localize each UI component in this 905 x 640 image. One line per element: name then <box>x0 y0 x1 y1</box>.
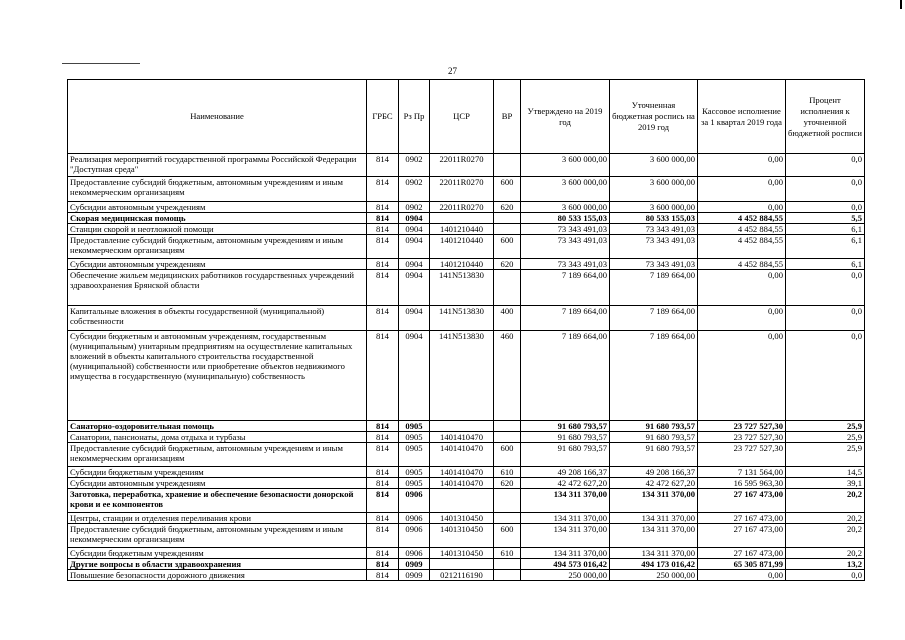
row-cash: 7 131 564,00 <box>698 467 786 478</box>
row-csr <box>430 559 494 570</box>
row-grbs: 814 <box>367 432 399 443</box>
row-approved: 91 680 793,57 <box>521 421 610 432</box>
row-grbs: 814 <box>367 467 399 478</box>
table-row <box>68 202 865 213</box>
row-grbs: 814 <box>367 224 399 235</box>
row-approved: 134 311 370,00 <box>521 524 610 548</box>
row-cash: 27 167 473,00 <box>698 513 786 524</box>
row-grbs: 814 <box>367 443 399 467</box>
row-grbs: 814 <box>367 177 399 202</box>
row-cash: 23 727 527,30 <box>698 421 786 432</box>
row-vr <box>494 432 521 443</box>
row-percent: 39,1 <box>786 478 865 489</box>
col-header-rzpr: Рз Пр <box>399 80 430 154</box>
row-csr: 0212116190 <box>430 570 494 581</box>
row-approved: 80 533 155,03 <box>521 213 610 224</box>
row-vr: 400 <box>494 306 521 331</box>
row-approved: 7 189 664,00 <box>521 270 610 306</box>
row-refined: 7 189 664,00 <box>610 331 698 421</box>
row-name: Субсидии бюджетным и автономным учреждениям, государственным (муниципальным) унитарным предприятиям на осуществление капитальных вложений в объекты капитального строительства государственной (муниципальной) собственности или приобретение объектов недвижимого имущества в государственную (муниципальную) собственность <box>68 331 367 421</box>
budget-table <box>67 79 865 581</box>
row-percent: 0,0 <box>786 570 865 581</box>
col-header-approved: Утверждено на 2019 год <box>521 80 610 154</box>
row-approved: 91 680 793,57 <box>521 432 610 443</box>
row-vr <box>494 570 521 581</box>
row-refined: 134 311 370,00 <box>610 489 698 513</box>
row-cash: 23 727 527,30 <box>698 443 786 467</box>
row-vr <box>494 489 521 513</box>
row-approved: 134 311 370,00 <box>521 513 610 524</box>
row-approved: 3 600 000,00 <box>521 154 610 177</box>
row-cash: 0,00 <box>698 570 786 581</box>
row-refined: 42 472 627,20 <box>610 478 698 489</box>
row-cash: 4 452 884,55 <box>698 213 786 224</box>
row-grbs: 814 <box>367 235 399 259</box>
col-header-percent: Процент исполнения к уточненной бюджетной росписи <box>786 80 865 154</box>
row-approved: 73 343 491,03 <box>521 259 610 270</box>
row-refined: 3 600 000,00 <box>610 202 698 213</box>
row-refined: 134 311 370,00 <box>610 513 698 524</box>
row-refined: 91 680 793,57 <box>610 432 698 443</box>
row-percent: 0,0 <box>786 202 865 213</box>
row-rzpr: 0904 <box>399 259 430 270</box>
row-vr <box>494 154 521 177</box>
table-row <box>68 177 865 202</box>
row-cash: 0,00 <box>698 177 786 202</box>
row-percent: 14,5 <box>786 467 865 478</box>
row-rzpr: 0906 <box>399 513 430 524</box>
row-rzpr: 0906 <box>399 548 430 559</box>
row-approved: 91 680 793,57 <box>521 443 610 467</box>
row-cash: 0,00 <box>698 331 786 421</box>
table-row <box>68 259 865 270</box>
row-cash: 0,00 <box>698 306 786 331</box>
row-grbs: 814 <box>367 259 399 270</box>
row-grbs: 814 <box>367 548 399 559</box>
row-name: Заготовка, переработка, хранение и обеспечение безопасности донорской крови и ее компонентов <box>68 489 367 513</box>
row-approved: 250 000,00 <box>521 570 610 581</box>
row-percent: 0,0 <box>786 177 865 202</box>
row-grbs: 814 <box>367 489 399 513</box>
row-refined: 49 208 166,37 <box>610 467 698 478</box>
table-row <box>68 213 865 224</box>
row-rzpr: 0904 <box>399 270 430 306</box>
row-percent: 6,1 <box>786 235 865 259</box>
row-refined: 91 680 793,57 <box>610 421 698 432</box>
page-number: 27 <box>448 66 457 76</box>
row-name: Скорая медицинская помощь <box>68 213 367 224</box>
row-rzpr: 0902 <box>399 177 430 202</box>
row-csr: 1401210440 <box>430 224 494 235</box>
row-rzpr: 0906 <box>399 489 430 513</box>
row-refined: 3 600 000,00 <box>610 177 698 202</box>
row-grbs: 814 <box>367 202 399 213</box>
row-percent: 6,1 <box>786 259 865 270</box>
row-name: Предоставление субсидий бюджетным, автономным учреждениям и иным некоммерческим организациям <box>68 443 367 467</box>
row-csr: 22011R0270 <box>430 177 494 202</box>
row-cash: 4 452 884,55 <box>698 259 786 270</box>
row-grbs: 814 <box>367 331 399 421</box>
row-vr: 600 <box>494 443 521 467</box>
row-grbs: 814 <box>367 524 399 548</box>
row-vr <box>494 224 521 235</box>
table-row <box>68 421 865 432</box>
row-cash: 65 305 871,99 <box>698 559 786 570</box>
row-cash: 0,00 <box>698 202 786 213</box>
table-row <box>68 524 865 548</box>
table-row <box>68 570 865 581</box>
row-csr: 1401410470 <box>430 432 494 443</box>
row-rzpr: 0904 <box>399 331 430 421</box>
table-row <box>68 154 865 177</box>
row-cash: 27 167 473,00 <box>698 489 786 513</box>
row-vr: 460 <box>494 331 521 421</box>
row-csr: 1401210440 <box>430 259 494 270</box>
row-refined: 7 189 664,00 <box>610 270 698 306</box>
row-refined: 80 533 155,03 <box>610 213 698 224</box>
row-refined: 73 343 491,03 <box>610 224 698 235</box>
row-approved: 134 311 370,00 <box>521 489 610 513</box>
row-percent: 25,9 <box>786 432 865 443</box>
row-csr: 1401310450 <box>430 548 494 559</box>
row-csr: 1401410470 <box>430 467 494 478</box>
row-grbs: 814 <box>367 154 399 177</box>
row-vr: 600 <box>494 235 521 259</box>
row-cash: 16 595 963,30 <box>698 478 786 489</box>
row-vr <box>494 421 521 432</box>
row-percent: 20,2 <box>786 524 865 548</box>
row-csr <box>430 489 494 513</box>
row-name: Предоставление субсидий бюджетным, автономным учреждениям и иным некоммерческим организациям <box>68 235 367 259</box>
row-refined: 73 343 491,03 <box>610 259 698 270</box>
row-approved: 494 573 016,42 <box>521 559 610 570</box>
row-rzpr: 0904 <box>399 235 430 259</box>
row-csr <box>430 213 494 224</box>
col-header-cash: Кассовое исполнение за 1 квартал 2019 года <box>698 80 786 154</box>
table-row <box>68 489 865 513</box>
row-refined: 3 600 000,00 <box>610 154 698 177</box>
row-grbs: 814 <box>367 306 399 331</box>
row-percent: 25,9 <box>786 421 865 432</box>
row-grbs: 814 <box>367 478 399 489</box>
row-csr: 141N513830 <box>430 270 494 306</box>
row-name: Станции скорой и неотложной помощи <box>68 224 367 235</box>
row-approved: 49 208 166,37 <box>521 467 610 478</box>
row-vr: 620 <box>494 202 521 213</box>
row-refined: 134 311 370,00 <box>610 548 698 559</box>
row-vr: 610 <box>494 467 521 478</box>
row-vr <box>494 213 521 224</box>
row-vr: 610 <box>494 548 521 559</box>
row-name: Повышение безопасности дорожного движения <box>68 570 367 581</box>
table-row <box>68 513 865 524</box>
row-csr <box>430 421 494 432</box>
row-csr: 141N513830 <box>430 331 494 421</box>
row-rzpr: 0909 <box>399 570 430 581</box>
row-rzpr: 0905 <box>399 443 430 467</box>
row-rzpr: 0905 <box>399 432 430 443</box>
row-csr: 22011R0270 <box>430 202 494 213</box>
row-vr: 600 <box>494 524 521 548</box>
row-name: Центры, станции и отделения переливания крови <box>68 513 367 524</box>
table-row <box>68 235 865 259</box>
row-csr: 1401310450 <box>430 513 494 524</box>
row-refined: 494 173 016,42 <box>610 559 698 570</box>
table-row <box>68 432 865 443</box>
row-rzpr: 0905 <box>399 467 430 478</box>
table-row <box>68 331 865 421</box>
row-percent: 20,2 <box>786 513 865 524</box>
row-refined: 7 189 664,00 <box>610 306 698 331</box>
table-header-row <box>68 80 865 154</box>
row-name: Капитальные вложения в объекты государственной (муниципальной) собственности <box>68 306 367 331</box>
row-percent: 0,0 <box>786 154 865 177</box>
col-header-name: Наименование <box>68 80 367 154</box>
edge-mark <box>900 0 902 9</box>
row-name: Санатории, пансионаты, дома отдыха и турбазы <box>68 432 367 443</box>
row-cash: 23 727 527,30 <box>698 432 786 443</box>
row-percent: 25,9 <box>786 443 865 467</box>
row-percent: 13,2 <box>786 559 865 570</box>
col-header-vr: ВР <box>494 80 521 154</box>
row-name: Субсидии автономным учреждениям <box>68 202 367 213</box>
row-percent: 0,0 <box>786 331 865 421</box>
row-name: Реализация мероприятий государственной программы Российской Федерации "Доступная среда" <box>68 154 367 177</box>
row-vr <box>494 559 521 570</box>
row-percent: 20,2 <box>786 489 865 513</box>
row-rzpr: 0904 <box>399 224 430 235</box>
row-csr: 1401210440 <box>430 235 494 259</box>
row-percent: 5,5 <box>786 213 865 224</box>
row-grbs: 814 <box>367 421 399 432</box>
row-cash: 0,00 <box>698 270 786 306</box>
row-grbs: 814 <box>367 270 399 306</box>
row-name: Другие вопросы в области здравоохранения <box>68 559 367 570</box>
row-approved: 7 189 664,00 <box>521 306 610 331</box>
row-rzpr: 0905 <box>399 421 430 432</box>
row-name: Субсидии бюджетным учреждениям <box>68 548 367 559</box>
row-rzpr: 0906 <box>399 524 430 548</box>
row-vr: 600 <box>494 177 521 202</box>
row-vr <box>494 270 521 306</box>
row-rzpr: 0904 <box>399 213 430 224</box>
row-approved: 73 343 491,03 <box>521 224 610 235</box>
row-grbs: 814 <box>367 513 399 524</box>
row-cash: 4 452 884,55 <box>698 224 786 235</box>
row-csr: 1401410470 <box>430 443 494 467</box>
row-rzpr: 0904 <box>399 306 430 331</box>
row-approved: 3 600 000,00 <box>521 177 610 202</box>
row-name: Субсидии бюджетным учреждениям <box>68 467 367 478</box>
row-approved: 3 600 000,00 <box>521 202 610 213</box>
row-name: Предоставление субсидий бюджетным, автономным учреждениям и иным некоммерческим организациям <box>68 177 367 202</box>
table-row <box>68 548 865 559</box>
row-vr: 620 <box>494 478 521 489</box>
col-header-refined: Уточненная бюджетная роспись на 2019 год <box>610 80 698 154</box>
row-csr: 141N513830 <box>430 306 494 331</box>
row-refined: 250 000,00 <box>610 570 698 581</box>
row-percent: 6,1 <box>786 224 865 235</box>
row-name: Обеспечение жильем медицинских работников государственных учреждений здравоохранения Брянской области <box>68 270 367 306</box>
table-row <box>68 467 865 478</box>
row-approved: 134 311 370,00 <box>521 548 610 559</box>
row-cash: 27 167 473,00 <box>698 548 786 559</box>
row-percent: 20,2 <box>786 548 865 559</box>
row-vr: 620 <box>494 259 521 270</box>
row-refined: 73 343 491,03 <box>610 235 698 259</box>
table-row <box>68 478 865 489</box>
row-cash: 4 452 884,55 <box>698 235 786 259</box>
row-refined: 134 311 370,00 <box>610 524 698 548</box>
table-row <box>68 306 865 331</box>
table-row <box>68 224 865 235</box>
row-rzpr: 0902 <box>399 202 430 213</box>
row-approved: 7 189 664,00 <box>521 331 610 421</box>
row-csr: 22011R0270 <box>430 154 494 177</box>
row-csr: 1401310450 <box>430 524 494 548</box>
header-rule <box>62 63 140 64</box>
row-vr <box>494 513 521 524</box>
table-row <box>68 559 865 570</box>
row-name: Санаторно-оздоровительная помощь <box>68 421 367 432</box>
row-cash: 0,00 <box>698 154 786 177</box>
row-rzpr: 0909 <box>399 559 430 570</box>
row-name: Субсидии автономным учреждениям <box>68 259 367 270</box>
row-approved: 73 343 491,03 <box>521 235 610 259</box>
row-percent: 0,0 <box>786 306 865 331</box>
row-grbs: 814 <box>367 213 399 224</box>
row-grbs: 814 <box>367 559 399 570</box>
table-body <box>68 154 865 581</box>
row-percent: 0,0 <box>786 270 865 306</box>
row-name: Предоставление субсидий бюджетным, автономным учреждениям и иным некоммерческим организациям <box>68 524 367 548</box>
row-rzpr: 0905 <box>399 478 430 489</box>
table-row <box>68 443 865 467</box>
row-name: Субсидии автономным учреждениям <box>68 478 367 489</box>
row-rzpr: 0902 <box>399 154 430 177</box>
row-refined: 91 680 793,57 <box>610 443 698 467</box>
row-grbs: 814 <box>367 570 399 581</box>
row-approved: 42 472 627,20 <box>521 478 610 489</box>
col-header-grbs: ГРБС <box>367 80 399 154</box>
table-row <box>68 270 865 306</box>
col-header-csr: ЦСР <box>430 80 494 154</box>
row-cash: 27 167 473,00 <box>698 524 786 548</box>
row-csr: 1401410470 <box>430 478 494 489</box>
